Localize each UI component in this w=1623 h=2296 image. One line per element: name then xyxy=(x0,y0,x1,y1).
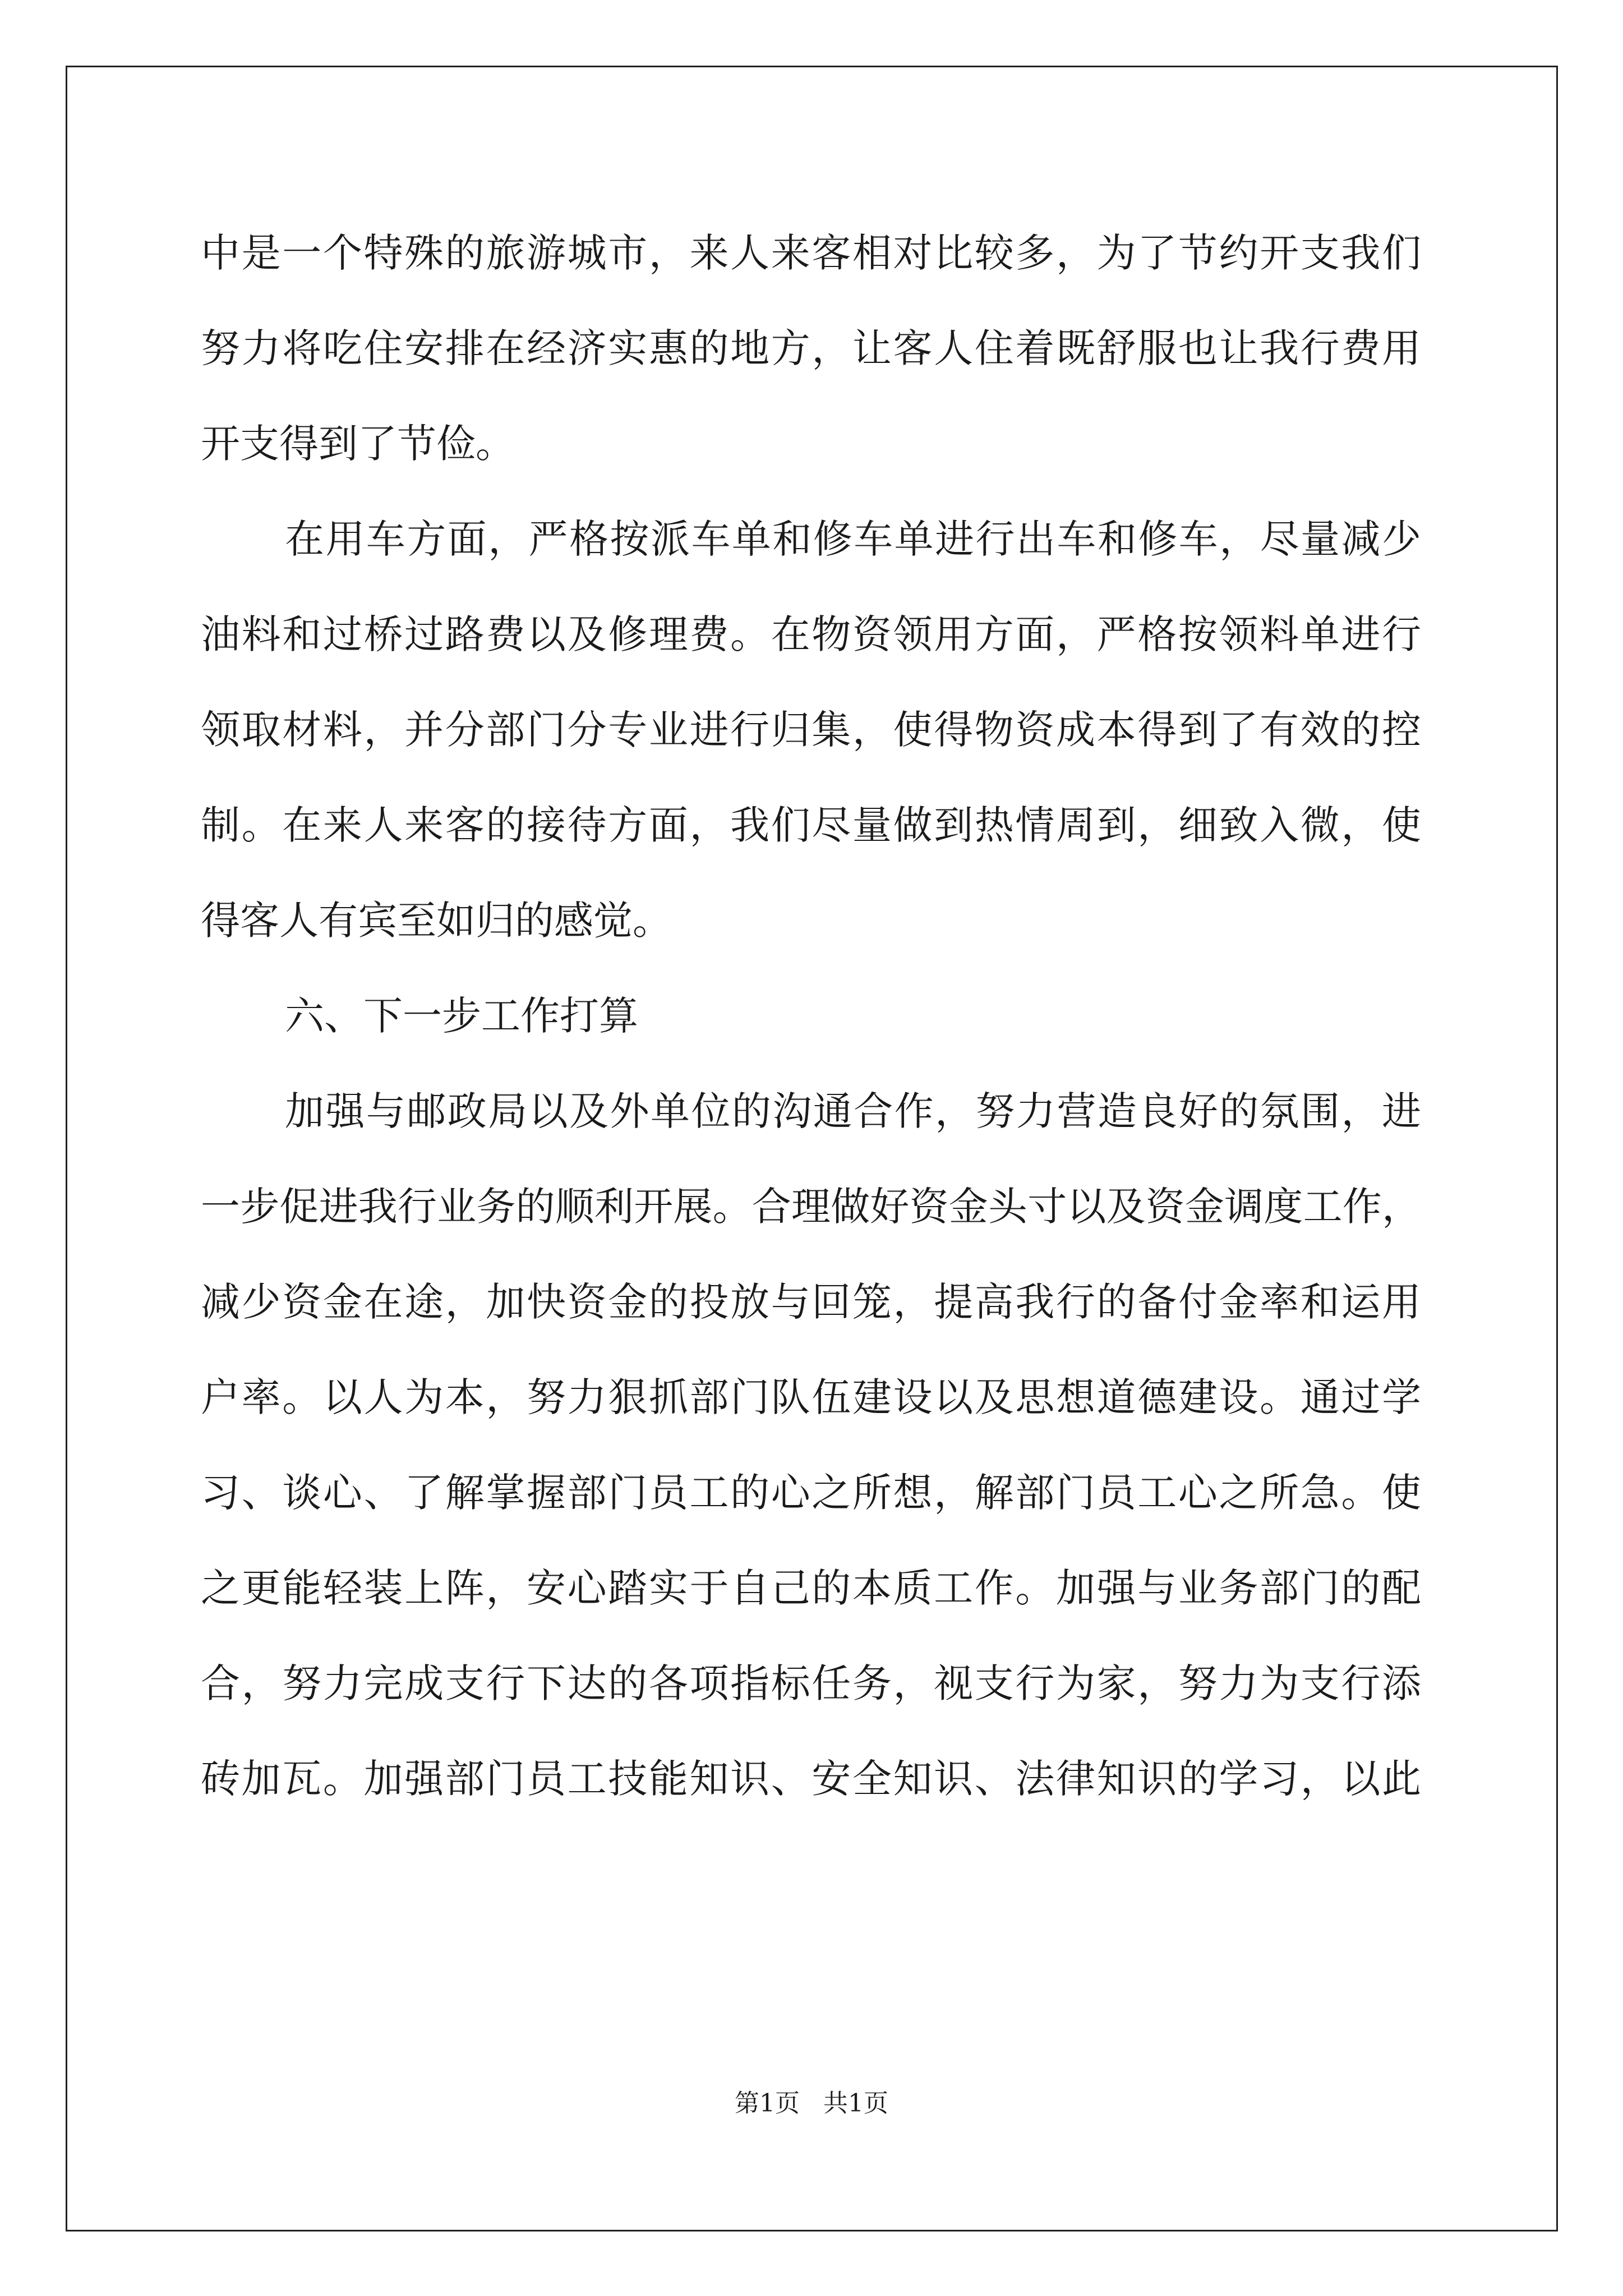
paragraph-first-line: 在用车方面，严格按派车单和修车单进行出车和修车，尽量减少 xyxy=(285,516,1421,562)
text-line: 中是一个特殊的旅游城市，来人来客相对比较多，为了节约开支我们 xyxy=(201,230,1421,276)
text-line: 努力将吃住安排在经济实惠的地方，让客人住着既舒服也让我行费用 xyxy=(201,325,1421,371)
text-line: 制。在来人来客的接待方面，我们尽量做到热情周到，细致入微，使 xyxy=(201,802,1421,848)
paragraph-first-line: 加强与邮政局以及外单位的沟通合作，努力营造良好的氛围，进 xyxy=(285,1088,1421,1134)
text-line: 得客人有宾至如归的感觉。 xyxy=(201,898,672,944)
section-heading: 六、下一步工作打算 xyxy=(285,993,638,1039)
text-line: 减少资金在途，加快资金的投放与回笼，提高我行的备付金率和运用 xyxy=(201,1279,1421,1325)
page-number-footer: 第1页 共1页 xyxy=(735,2089,888,2118)
document-body xyxy=(201,205,1421,1826)
text-line: 砖加瓦。加强部门员工技能知识、安全知识、法律知识的学习，以此 xyxy=(201,1756,1421,1802)
text-line: 之更能轻装上阵，安心踏实于自己的本质工作。加强与业务部门的配 xyxy=(201,1565,1421,1611)
text-line: 户率。以人为本，努力狠抓部门队伍建设以及思想道德建设。通过学 xyxy=(201,1374,1421,1420)
text-line: 习、谈心、了解掌握部门员工的心之所想，解部门员工心之所急。使 xyxy=(201,1470,1421,1516)
text-line: 领取材料，并分部门分专业进行归集，使得物资成本得到了有效的控 xyxy=(201,707,1421,753)
text-line: 开支得到了节俭。 xyxy=(201,421,515,467)
text-line: 油料和过桥过路费以及修理费。在物资领用方面，严格按领料单进行 xyxy=(201,611,1421,657)
text-line: 一步促进我行业务的顺利开展。合理做好资金头寸以及资金调度工作， xyxy=(201,1184,1421,1230)
text-line: 合，努力完成支行下达的各项指标任务，视支行为家，努力为支行添 xyxy=(201,1660,1421,1706)
